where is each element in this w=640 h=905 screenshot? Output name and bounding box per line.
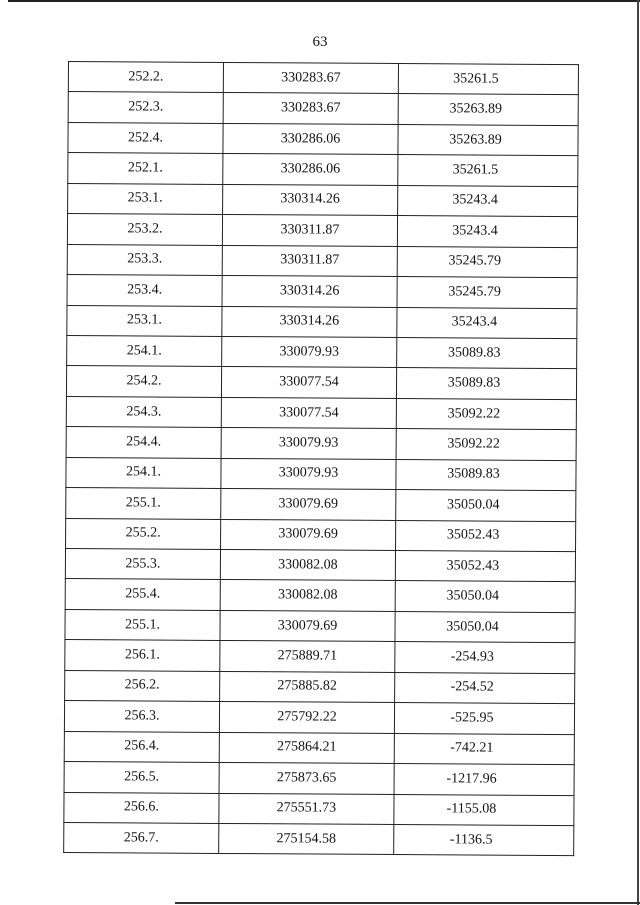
- coordinates-table-body: [64, 62, 579, 856]
- x-coordinate-cell: 275864.21: [219, 732, 394, 764]
- page-edge-bottom: [175, 902, 640, 904]
- table-row: [65, 609, 575, 643]
- table-row: [64, 762, 574, 796]
- point-id-cell: 256.3.: [64, 701, 219, 732]
- y-coordinate-cell: -1217.96: [394, 764, 574, 796]
- x-coordinate-cell: 275873.65: [219, 762, 394, 794]
- point-id-cell: 253.4.: [67, 275, 222, 306]
- x-coordinate-cell: 330079.93: [221, 428, 396, 460]
- y-coordinate-cell: 35245.79: [397, 277, 577, 309]
- point-id-cell: 253.1.: [67, 305, 222, 336]
- point-id-cell: 253.3.: [67, 244, 222, 275]
- y-coordinate-cell: 35245.79: [397, 246, 577, 278]
- point-id-cell: 254.1.: [67, 335, 222, 366]
- table-row: [66, 396, 576, 430]
- table-row: [66, 488, 576, 522]
- x-coordinate-cell: 330314.26: [222, 306, 397, 338]
- table-row: [67, 214, 577, 248]
- x-coordinate-cell: 330283.67: [223, 62, 398, 94]
- table-row: [67, 305, 577, 339]
- table-row: [64, 731, 574, 765]
- x-coordinate-cell: 330077.54: [221, 397, 396, 429]
- x-coordinate-cell: 275885.82: [220, 671, 395, 703]
- y-coordinate-cell: -525.95: [394, 703, 574, 735]
- y-coordinate-cell: 35089.83: [396, 368, 576, 400]
- y-coordinate-cell: 35092.22: [396, 398, 576, 430]
- x-coordinate-cell: 330079.69: [221, 519, 396, 551]
- y-coordinate-cell: 35243.4: [397, 216, 577, 248]
- y-coordinate-cell: 35052.43: [395, 551, 575, 583]
- point-id-cell: 254.3.: [66, 396, 221, 427]
- point-id-cell: 256.6.: [64, 792, 219, 823]
- y-coordinate-cell: -254.52: [395, 672, 575, 704]
- page-edge-right: [637, 0, 639, 905]
- x-coordinate-cell: 330314.26: [223, 184, 398, 216]
- y-coordinate-cell: 35089.83: [397, 337, 577, 369]
- table-row: [67, 335, 577, 369]
- table-row: [68, 153, 578, 187]
- point-id-cell: 255.4.: [65, 579, 220, 610]
- point-id-cell: 252.1.: [68, 153, 223, 184]
- x-coordinate-cell: 330286.06: [223, 123, 398, 155]
- x-coordinate-cell: 330079.69: [220, 610, 395, 642]
- y-coordinate-cell: 35050.04: [395, 611, 575, 643]
- y-coordinate-cell: 35261.5: [398, 64, 578, 96]
- y-coordinate-cell: -1155.08: [394, 794, 574, 826]
- y-coordinate-cell: 35052.43: [396, 520, 576, 552]
- point-id-cell: 254.1.: [66, 457, 221, 488]
- table-row: [68, 62, 578, 96]
- y-coordinate-cell: 35243.4: [397, 307, 577, 339]
- x-coordinate-cell: 330079.69: [221, 489, 396, 521]
- point-id-cell: 255.3.: [65, 548, 220, 579]
- y-coordinate-cell: -742.21: [394, 733, 574, 765]
- y-coordinate-cell: 35243.4: [398, 185, 578, 217]
- x-coordinate-cell: 330311.87: [222, 215, 397, 247]
- table-row: [65, 670, 575, 704]
- table-row: [64, 822, 574, 856]
- table-row: [68, 122, 578, 156]
- x-coordinate-cell: 330311.87: [222, 245, 397, 277]
- coordinates-table: [63, 61, 579, 856]
- point-id-cell: 256.1.: [65, 640, 220, 671]
- x-coordinate-cell: 330283.67: [223, 93, 398, 125]
- point-id-cell: 253.1.: [68, 183, 223, 214]
- table-row: [64, 792, 574, 826]
- point-id-cell: 256.5.: [64, 762, 219, 793]
- y-coordinate-cell: 35050.04: [395, 581, 575, 613]
- table-row: [64, 701, 574, 735]
- point-id-cell: 252.3.: [68, 92, 223, 123]
- point-id-cell: 252.2.: [68, 62, 223, 93]
- page-edge-top: [8, 0, 640, 2]
- point-id-cell: 254.4.: [66, 427, 221, 458]
- page-number: 63: [312, 34, 328, 50]
- point-id-cell: 256.2.: [65, 670, 220, 701]
- table-row: [68, 92, 578, 126]
- point-id-cell: 254.2.: [66, 366, 221, 397]
- y-coordinate-cell: 35261.5: [398, 155, 578, 187]
- y-coordinate-cell: 35089.83: [396, 459, 576, 491]
- x-coordinate-cell: 330286.06: [223, 154, 398, 186]
- x-coordinate-cell: 275551.73: [219, 793, 394, 825]
- table-row: [66, 457, 576, 491]
- x-coordinate-cell: 330082.08: [220, 549, 395, 581]
- table-row: [67, 275, 577, 309]
- y-coordinate-cell: 35263.89: [398, 124, 578, 156]
- x-coordinate-cell: 330079.93: [222, 336, 397, 368]
- x-coordinate-cell: 330077.54: [221, 367, 396, 399]
- table-row: [65, 579, 575, 613]
- x-coordinate-cell: 275889.71: [220, 641, 395, 673]
- point-id-cell: 255.1.: [65, 609, 220, 640]
- y-coordinate-cell: 35092.22: [396, 429, 576, 461]
- x-coordinate-cell: 275792.22: [219, 702, 394, 734]
- table-row: [66, 518, 576, 552]
- point-id-cell: 255.2.: [66, 518, 221, 549]
- table-row: [66, 427, 576, 461]
- table-row: [67, 244, 577, 278]
- table-row: [66, 366, 576, 400]
- x-coordinate-cell: 330079.93: [221, 458, 396, 490]
- x-coordinate-cell: 275154.58: [219, 823, 394, 855]
- table-row: [68, 183, 578, 217]
- y-coordinate-cell: -254.93: [395, 642, 575, 674]
- table-row: [65, 640, 575, 674]
- point-id-cell: 255.1.: [66, 488, 221, 519]
- x-coordinate-cell: 330314.26: [222, 276, 397, 308]
- point-id-cell: 256.4.: [64, 731, 219, 762]
- point-id-cell: 253.2.: [67, 214, 222, 245]
- x-coordinate-cell: 330082.08: [220, 580, 395, 612]
- table-row: [65, 548, 575, 582]
- point-id-cell: 252.4.: [68, 122, 223, 153]
- y-coordinate-cell: 35050.04: [396, 490, 576, 522]
- point-id-cell: 256.7.: [64, 822, 219, 853]
- y-coordinate-cell: -1136.5: [394, 824, 574, 856]
- y-coordinate-cell: 35263.89: [398, 94, 578, 126]
